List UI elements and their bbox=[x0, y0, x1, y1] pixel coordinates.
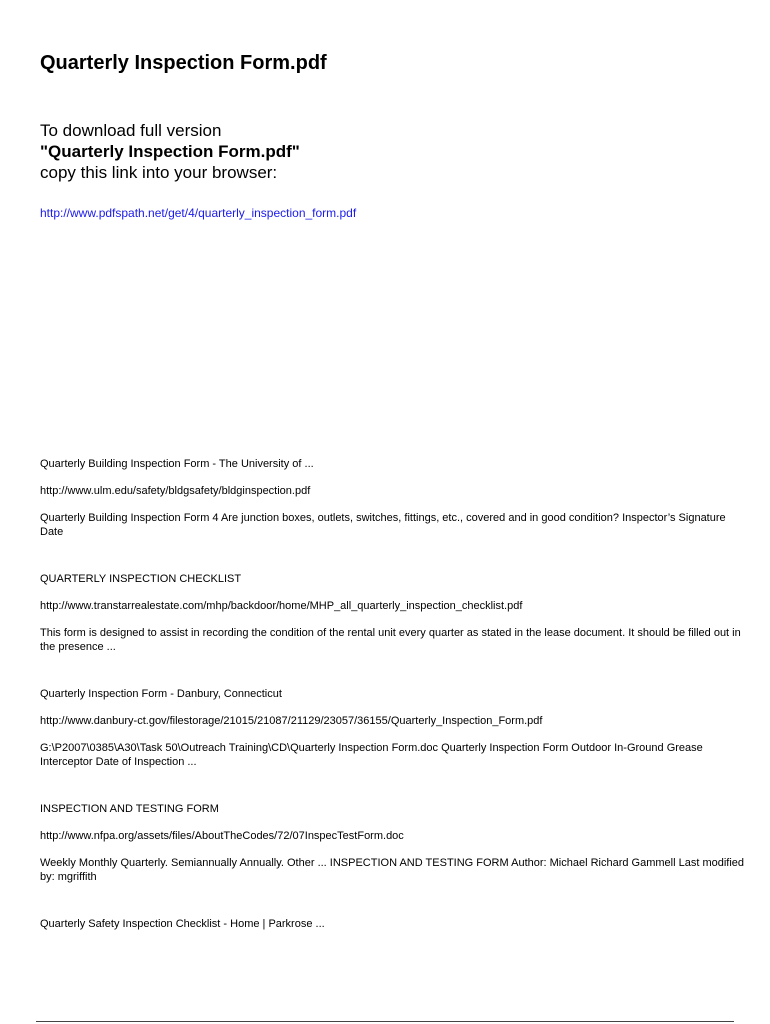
result-snippet: This form is designed to assist in recording the condition of the rental unit every quarter as stated in the lease document. It should be filled out in the presence ... bbox=[40, 627, 741, 653]
result-snippet: G:\P2007\0385\A30\Task 50\Outreach Training\CD\Quarterly Inspection Form.doc Quarterly Inspection Form Outdoor In-Ground Grease Interceptor Date of Inspection ... bbox=[40, 742, 703, 768]
result-item bbox=[40, 802, 748, 884]
result-snippet: Quarterly Building Inspection Form 4 Are junction boxes, outlets, switches, fittings, etc., covered and in good condition? Inspector’s Signature Date bbox=[40, 512, 726, 538]
intro-filename: "Quarterly Inspection Form.pdf" bbox=[40, 142, 300, 161]
result-item bbox=[40, 917, 748, 931]
result-title: Quarterly Inspection Form - Danbury, Connecticut bbox=[40, 688, 282, 700]
result-title: INSPECTION AND TESTING FORM bbox=[40, 803, 219, 815]
result-title: QUARTERLY INSPECTION CHECKLIST bbox=[40, 573, 242, 585]
result-snippet: Weekly Monthly Quarterly. Semiannually Annually. Other ... INSPECTION AND TESTING FORM Author: Michael Richard Gammell Last modified by: mgriffith bbox=[40, 857, 745, 883]
result-item bbox=[40, 572, 748, 654]
result-url: http://www.ulm.edu/safety/bldgsafety/bldginspection.pdf bbox=[40, 485, 311, 497]
result-title: Quarterly Building Inspection Form - The University of ... bbox=[40, 458, 314, 470]
result-url: http://www.transtarrealestate.com/mhp/backdoor/home/MHP_all_quarterly_inspection_checklist.pdf bbox=[40, 600, 523, 612]
result-item bbox=[40, 457, 748, 539]
result-item bbox=[40, 687, 748, 769]
footer-divider bbox=[36, 1021, 734, 1022]
download-link[interactable]: http://www.pdfspath.net/get/4/quarterly_inspection_form.pdf bbox=[40, 206, 357, 220]
intro-line: To download full version bbox=[40, 121, 222, 140]
result-title: Quarterly Safety Inspection Checklist - Home | Parkrose ... bbox=[40, 918, 325, 930]
result-url: http://www.nfpa.org/assets/files/AboutTheCodes/72/07InspecTestForm.doc bbox=[40, 830, 404, 842]
search-results bbox=[40, 457, 748, 964]
page-title: Quarterly Inspection Form.pdf bbox=[40, 52, 327, 74]
intro-line: copy this link into your browser: bbox=[40, 163, 278, 182]
result-url: http://www.danbury-ct.gov/filestorage/21015/21087/21129/23057/36155/Quarterly_Inspection_Form.pdf bbox=[40, 715, 543, 727]
download-instructions bbox=[40, 120, 300, 183]
